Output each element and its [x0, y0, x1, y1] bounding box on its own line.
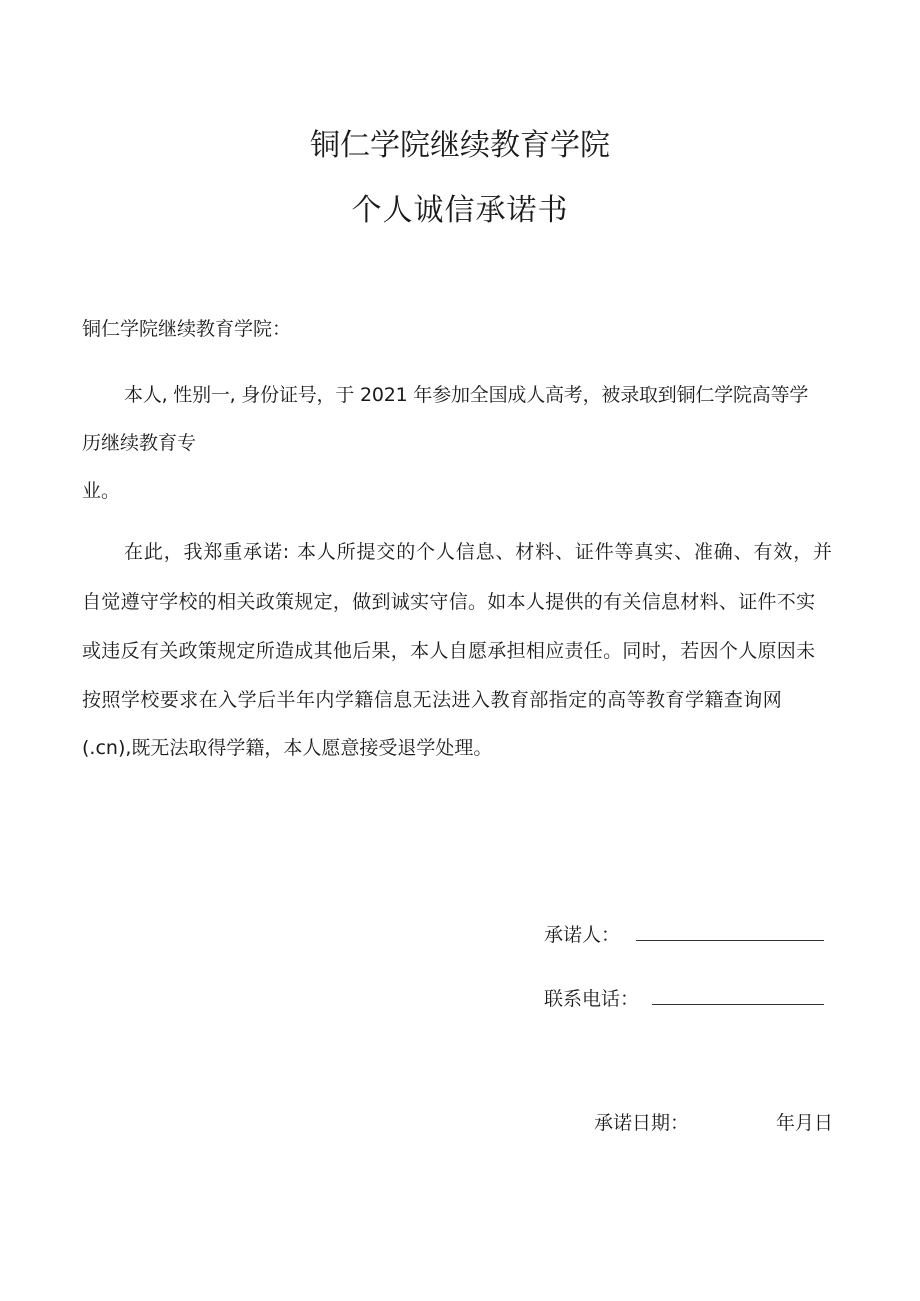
paragraph-1-line-1: 本人, 性别一, 身份证号，于 2021 年参加全国成人高考，被录取到铜仁学院高等学: [124, 384, 809, 406]
date-value: 年月日: [776, 1112, 834, 1134]
paragraph-2-line-5: (.cn),既无法取得学籍，本人愿意接受退学处理。: [82, 737, 493, 759]
phone-number-line[interactable]: [652, 984, 824, 1005]
paragraph-2-line-3: 或违反有关政策规定所造成其他后果，本人自愿承担相应责任。同时，若因个人原因未: [82, 640, 816, 662]
paragraph-1-line-2: 历继续教育专: [82, 432, 197, 454]
document-title: 个人诚信承诺书: [351, 193, 569, 228]
paragraph-1-line-3: 业。: [82, 480, 121, 502]
paragraph-2-line-4: 按照学校要求在入学后半年内学籍信息无法进入教育部指定的高等教育学籍查询网: [82, 689, 783, 711]
promiser-signature-line[interactable]: [636, 920, 824, 941]
paragraph-2-line-2: 自觉遵守学校的相关政策规定，做到诚实守信。如本人提供的有关信息材料、证件不实: [82, 591, 816, 613]
phone-label: 联系电话：: [544, 988, 640, 1010]
promiser-label: 承诺人：: [544, 924, 621, 946]
date-label: 承诺日期：: [594, 1112, 690, 1134]
institution-title: 铜仁学院继续教育学院: [310, 128, 610, 163]
paragraph-2-line-1: 在此，我郑重承诺: 本人所提交的个人信息、材料、证件等真实、准确、有效，并: [124, 541, 833, 563]
salutation: 铜仁学院继续教育学院：: [82, 318, 292, 340]
